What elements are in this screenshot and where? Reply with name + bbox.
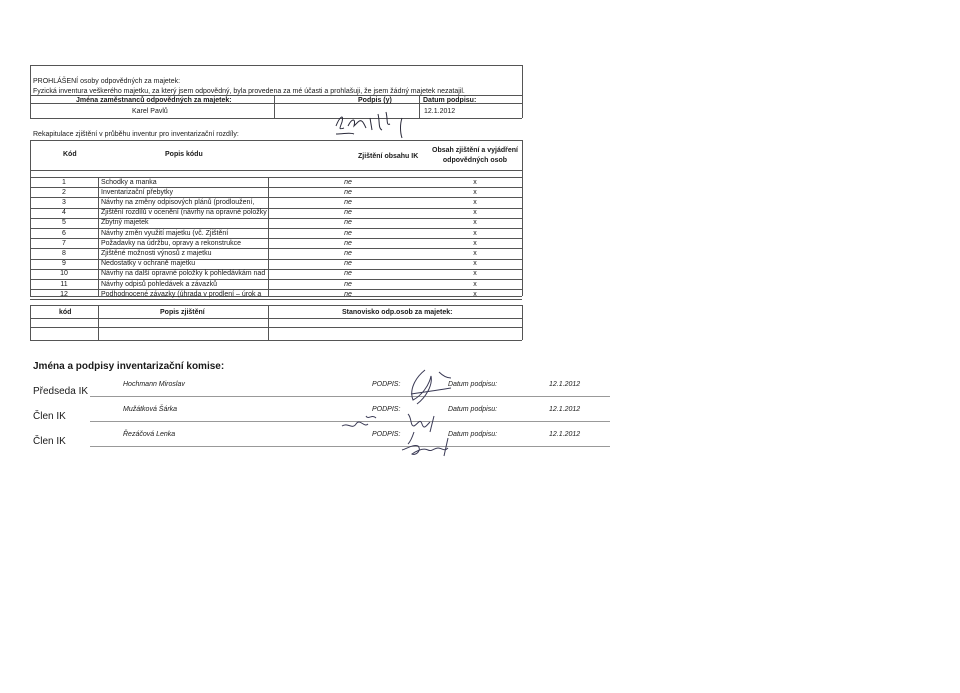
row-description: Inventarizační přebytky — [101, 188, 173, 196]
row-finding: ne — [344, 260, 352, 268]
employee-names-header: Jména zaměstnanců odpovědných za majetek: — [76, 97, 232, 104]
row-statement: x — [473, 198, 477, 206]
recap-label: Rekapitulace zjištění v průběhu inventur pro inventarizační rozdíly: — [33, 131, 239, 138]
row-description: Zjištěné možnosti výnosů z majetku — [101, 249, 212, 257]
row-description: Návrhy změn využití majetku (vč. Zjištění — [101, 229, 229, 237]
row-statement: x — [473, 270, 477, 278]
member-date-label: Datum podpisu: — [448, 431, 498, 438]
col-header-statement: Obsah zjištění a vyjádření odpovědných osob — [432, 147, 518, 164]
member-role: Člen IK — [33, 436, 66, 447]
commission-member-row — [0, 431, 960, 455]
member-role: Předseda IK — [33, 386, 89, 397]
commission-member-row — [0, 381, 960, 405]
row-statement: x — [473, 188, 477, 196]
table-row — [30, 291, 522, 301]
row-code: 9 — [62, 260, 66, 268]
row-description: Schodky a manka — [101, 178, 157, 186]
member-sign-label: PODPIS: — [372, 431, 401, 438]
table-row — [30, 199, 522, 209]
row-statement: x — [473, 178, 477, 186]
member-sign-label: PODPIS: — [372, 406, 401, 413]
row-statement: x — [473, 280, 477, 288]
row-code: 5 — [62, 219, 66, 227]
row-description: Návrhy odpisů pohledávek a závazků — [101, 280, 217, 288]
col-header-description: Popis kódu — [165, 151, 203, 158]
row-description: Zjištění rozdílů v ocenění (návrhy na opravné položky — [101, 209, 267, 217]
member-date: 12.1.2012 — [549, 381, 581, 388]
table-row — [30, 281, 522, 291]
commission-member-row — [0, 406, 960, 430]
findings-stance-header: Stanovisko odp.osob za majetek: — [342, 309, 453, 316]
member-date: 12.1.2012 — [549, 431, 581, 438]
row-statement: x — [473, 209, 477, 217]
table-row — [30, 219, 522, 229]
member-divider — [90, 421, 610, 422]
row-description: Zbytný majetek — [101, 219, 149, 227]
row-finding: ne — [344, 239, 352, 247]
row-finding: ne — [344, 229, 352, 237]
row-code: 6 — [62, 229, 66, 237]
declaration-text: Fyzická inventura veškerého majetku, za který jsem odpovědný, byla provedena za mé účasti a prohlašuji, že jsem žádný majetek nezatajil. — [33, 88, 465, 95]
row-statement: x — [473, 260, 477, 268]
commission-title: Jména a podpisy inventarizační komise: — [33, 361, 225, 372]
row-description: Návrhy na změny odpisových plánů (prodloužení, — [101, 198, 255, 206]
row-finding: ne — [344, 198, 352, 206]
table-row — [30, 250, 522, 260]
signature-header: Podpis (y) — [358, 97, 392, 104]
row-description: Podhodnocené závazky (úhrada v prodlení – úrok a — [101, 290, 262, 298]
declaration-title: PROHLÁŠENÍ osoby odpovědných za majetek: — [33, 78, 181, 85]
table-row — [30, 209, 522, 219]
table-row — [30, 230, 522, 240]
row-code: 12 — [60, 290, 68, 298]
row-code: 2 — [62, 188, 66, 196]
recap-table — [30, 140, 522, 296]
row-code: 3 — [62, 198, 66, 206]
table-row — [30, 270, 522, 280]
row-code: 10 — [60, 270, 68, 278]
employee-signature-image — [330, 104, 420, 140]
row-finding: ne — [344, 270, 352, 278]
row-statement: x — [473, 249, 477, 257]
row-description: Návrhy na další opravné položky k pohledávkám nad — [101, 270, 266, 278]
row-code: 11 — [60, 280, 68, 288]
row-finding: ne — [344, 280, 352, 288]
member-date-label: Datum podpisu: — [448, 381, 498, 388]
member-sign-label: PODPIS: — [372, 381, 401, 388]
member-divider — [90, 396, 610, 397]
table-row — [30, 240, 522, 250]
member-role: Člen IK — [33, 411, 66, 422]
member-date-label: Datum podpisu: — [448, 406, 498, 413]
member-name: Řezáčová Lenka — [123, 431, 176, 438]
findings-code-header: kód — [59, 309, 72, 316]
signature-date-header: Datum podpisu: — [423, 97, 477, 104]
row-code: 8 — [62, 249, 66, 257]
table-row — [30, 189, 522, 199]
row-statement: x — [473, 229, 477, 237]
row-description: Nedostatky v ochraně majetku — [101, 260, 196, 268]
findings-description-header: Popis zjištění — [160, 309, 205, 316]
col-header-code: Kód — [63, 151, 77, 158]
col-header-finding: Zjištění obsahu IK — [358, 153, 419, 160]
row-finding: ne — [344, 219, 352, 227]
table-row — [30, 179, 522, 189]
member-name: Mužátková Šárka — [123, 406, 178, 413]
member-name: Hochmann Miroslav — [123, 381, 185, 388]
row-finding: ne — [344, 178, 352, 186]
row-statement: x — [473, 290, 477, 298]
row-code: 4 — [62, 209, 66, 217]
row-description: Požadavky na údržbu, opravy a rekonstrukce — [101, 239, 242, 247]
row-finding: ne — [344, 209, 352, 217]
row-code: 1 — [62, 178, 66, 186]
table-row — [30, 260, 522, 270]
row-finding: ne — [344, 290, 352, 298]
member-divider — [90, 446, 610, 447]
row-finding: ne — [344, 188, 352, 196]
row-finding: ne — [344, 249, 352, 257]
row-code: 7 — [62, 239, 66, 247]
member-date: 12.1.2012 — [549, 406, 581, 413]
row-statement: x — [473, 239, 477, 247]
employee-signature-date: 12.1.2012 — [424, 108, 456, 115]
row-statement: x — [473, 219, 477, 227]
employee-name: Karel Pavlů — [132, 108, 168, 115]
